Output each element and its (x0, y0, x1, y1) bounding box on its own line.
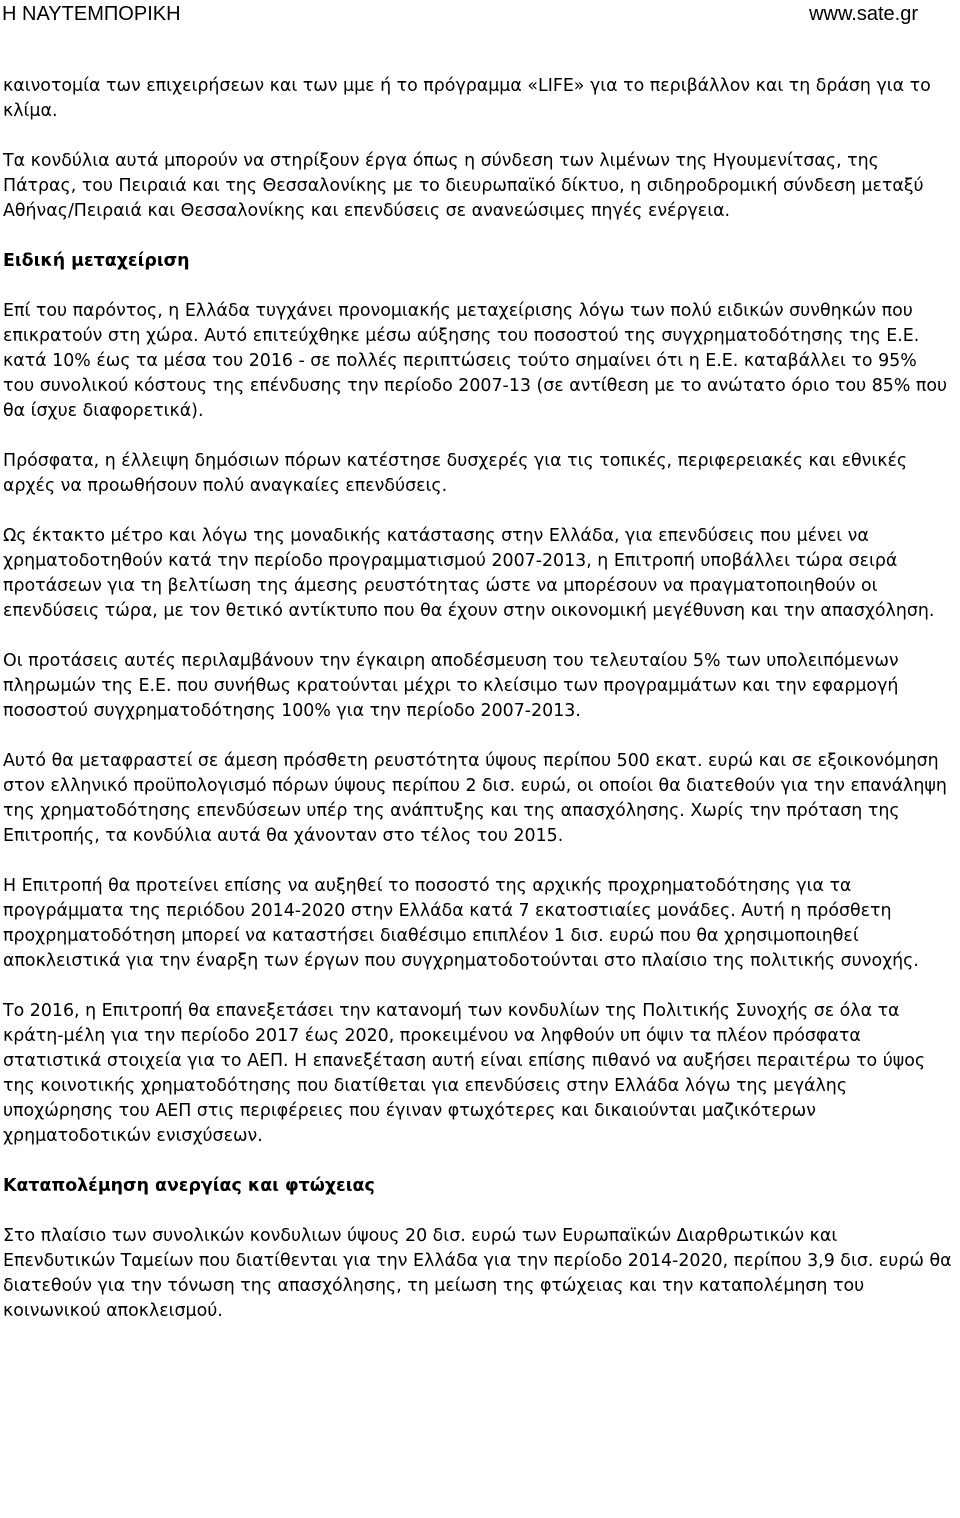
page-header (0, 0, 960, 30)
paragraph: Πρόσφατα, η έλλειψη δημόσιων πόρων κατέστησε δυσχερές για τις τοπικές, περιφερειακές και εθνικές αρχές να προωθήσουν πολύ αναγκαίες επενδύσεις. (3, 451, 908, 496)
paragraph: Η Επιτροπή θα προτείνει επίσης να αυξηθεί το ποσοστό της αρχικής προχρηματοδότησης για τα προγράμματα της περιόδου 2014-2020 στην Ελλάδα κατά 7 εκατοστιαίες μονάδες. Αυτή η πρόσθετη προχρηματοδότηση μπορεί να καταστήσει διαθέσιμο επιπλέον 1 δισ. ευρώ που θα χρησιμοποιηθεί αποκλειστικά για την έναρξη των έργων που συγχρηματοδοτούνται στο πλαίσιο της πολιτικής συνοχής. (3, 876, 919, 971)
paragraph: Αυτό θα μεταφραστεί σε άμεση πρόσθετη ρευστότητα ύψους περίπου 500 εκατ. ευρώ και σε εξοικονόμηση στον ελληνικό προϋπολογισμό πόρων ύψους περίπου 2 δισ. ευρώ, οι οποίοι θα διατεθούν για την επανάληψη της χρηματοδότησης επενδύσεων υπέρ της ανάπτυξης και της απασχόλησης. Χωρίς την πρόταση της Επιτροπής, τα κονδύλια αυτά θα χάνονταν στο τέλος του 2015. (3, 751, 947, 846)
section-heading: Καταπολέμηση ανεργίας και φτώχειας (3, 1176, 375, 1196)
paragraph: Οι προτάσεις αυτές περιλαμβάνουν την έγκαιρη αποδέσμευση του τελευταίου 5% των υπολειπόμενων πληρωμών της Ε.Ε. που συνήθως κρατούνται μέχρι το κλείσιμο των προγραμμάτων και την εφαρμογή ποσοστού συγχρηματοδότησης 100% για την περίοδο 2007-2013. (3, 651, 899, 721)
publication-name: Η ΝΑΥΤΕΜΠΟΡΙΚΗ (2, 3, 181, 25)
paragraph: Στο πλαίσιο των συνολικών κονδυλιων ύψους 20 δισ. ευρώ των Ευρωπαϊκών Διαρθρωτικών και Επενδυτικών Ταμείων που διατίθενται για την Ελλάδα για την περίοδο 2014-2020, περίπου 3,9 δισ. ευρώ θα διατεθούν για την τόνωση της απασχόλησης, τη μείωση της φτώχειας και την καταπολέμηση του κοινωνικού αποκλεισμού. (3, 1226, 952, 1321)
paragraph: καινοτομία των επιχειρήσεων και των μμε ή το πρόγραμμα «LIFE» για το περιβάλλον και τη δράση για το κλίμα. (3, 76, 931, 121)
article-body (3, 74, 953, 1324)
paragraph: Τα κονδύλια αυτά μπορούν να στηρίξουν έργα όπως η σύνδεση των λιμένων της Ηγουμενίτσας, της Πάτρας, του Πειραιά και της Θεσσαλονίκης με το διευρωπαϊκό δίκτυο, η σιδηροδρομική σύνδεση μεταξύ Αθήνας/Πειραιά και Θεσσαλονίκης και επενδύσεις σε ανανεώσιμες πηγές ενέργεια. (3, 151, 924, 221)
paragraph: Το 2016, η Επιτροπή θα επανεξετάσει την κατανομή των κονδυλίων της Πολιτικής Συνοχής σε όλα τα κράτη-μέλη για την περίοδο 2017 έως 2020, προκειμένου να ληφθούν υπ όψιν τα πλέον πρόσφατα στατιστικά στοιχεία για το ΑΕΠ. Η επανεξέταση αυτή είναι επίσης πιθανό να αυξήσει περαιτέρω το ύψος της κοινοτικής χρηματοδότησης που διατίθεται για επενδύσεις στην Ελλάδα λόγω της μεγάλης υποχώρησης του ΑΕΠ στις περιφέρειες που έγιναν φτωχότερες και δικαιούνται μαζικότερων χρηματοδοτικών ενισχύσεων. (3, 1001, 926, 1146)
section-heading: Ειδική μεταχείριση (3, 251, 190, 271)
paragraph: Επί του παρόντος, η Ελλάδα τυγχάνει προνομιακής μεταχείρισης λόγω των πολύ ειδικών συνθηκών που επικρατούν στη χώρα. Αυτό επιτεύχθηκε μέσω αύξησης του ποσοστού της συγχρηματοδότησης της Ε.Ε. κατά 10% έως τα μέσα του 2016 - σε πολλές περιπτώσεις τούτο σημαίνει ότι η Ε.Ε. καταβάλλει το 95% του συνολικού κόστους της επένδυσης την περίοδο 2007-13 (σε αντίθεση με το ανώτατο όριο του 85% που θα ίσχυε διαφορετικά). (3, 301, 948, 421)
source-url: www.sate.gr (809, 3, 918, 25)
paragraph: Ως έκτακτο μέτρο και λόγω της μοναδικής κατάστασης στην Ελλάδα, για επενδύσεις που μένει να χρηματοδοτηθούν κατά την περίοδο προγραμματισμού 2007-2013, η Επιτροπή υποβάλλει τώρα σειρά προτάσεων για τη βελτίωση της άμεσης ρευστότητας ώστε να μπορέσουν να πραγματοποιηθούν οι επενδύσεις τώρα, με τον θετικό αντίκτυπο που θα έχουν στην οικονομική μεγέθυνση και την απασχόληση. (3, 526, 935, 621)
